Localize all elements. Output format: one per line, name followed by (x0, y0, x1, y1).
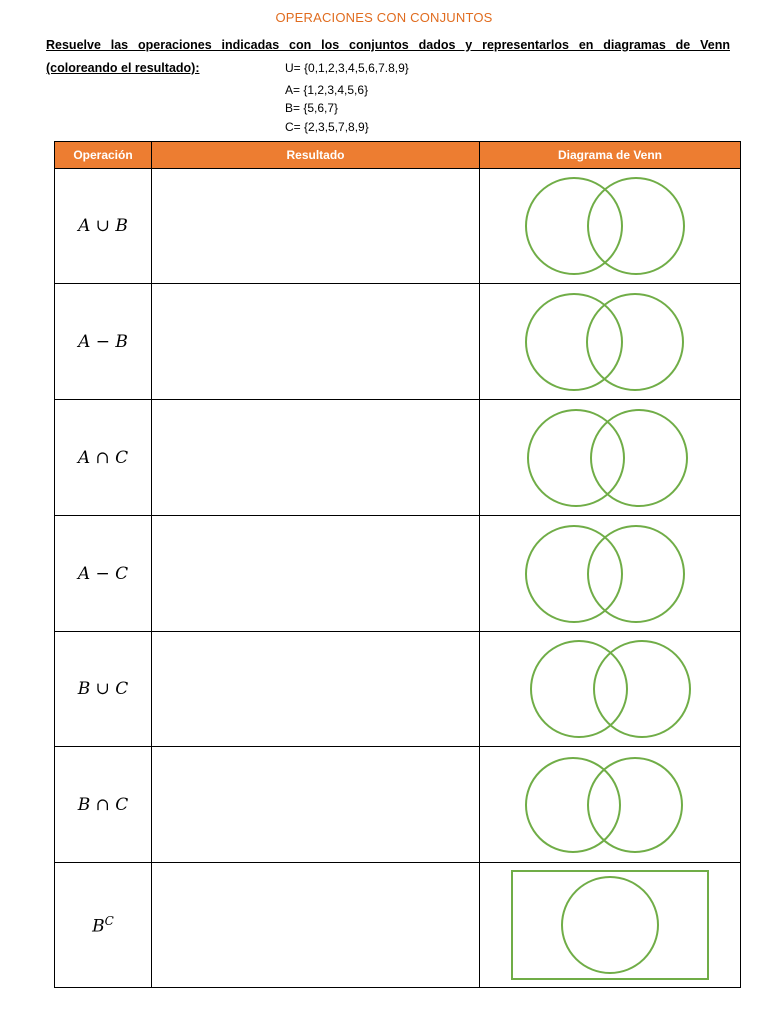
operation-label: A ∪ B (78, 216, 128, 236)
result-cell[interactable] (152, 169, 480, 284)
table-row (55, 516, 741, 632)
venn-complement-diagram (510, 869, 710, 981)
venn-diagram-cell[interactable] (480, 632, 741, 747)
set-c: C= {2,3,5,7,8,9} (285, 120, 369, 134)
page-title: OPERACIONES CON CONJUNTOS (275, 10, 493, 25)
set-b: B= {5,6,7} (285, 101, 339, 115)
venn-circle-left (528, 410, 624, 506)
table-row (55, 169, 741, 284)
result-cell[interactable] (152, 400, 480, 516)
venn-circle-left (526, 758, 620, 852)
venn-two-sets-diagram (525, 637, 695, 741)
operation-cell (55, 400, 152, 516)
result-cell[interactable] (152, 747, 480, 863)
venn-circle (562, 877, 658, 973)
operation-cell (55, 516, 152, 632)
table-row (55, 400, 741, 516)
instructions-line-2: (coloreando el resultado): (46, 61, 200, 75)
operation-label: A ∩ C (77, 447, 129, 468)
operation-cell (55, 747, 152, 863)
set-u: U= {0,1,2,3,4,5,6,7.8,9} (285, 61, 409, 75)
venn-diagram-cell[interactable] (480, 516, 741, 632)
result-cell[interactable] (152, 516, 480, 632)
result-cell[interactable] (152, 632, 480, 747)
operations-table (54, 141, 741, 988)
venn-diagram-cell[interactable] (480, 747, 741, 863)
header-operation: Operación (55, 142, 152, 169)
operation-cell (55, 284, 152, 400)
venn-circle-left (526, 178, 622, 274)
venn-circle-right (588, 758, 682, 852)
venn-two-sets-diagram (525, 406, 695, 510)
venn-circle-right (587, 294, 683, 390)
venn-circle-right (591, 410, 687, 506)
venn-circle-right (594, 641, 690, 737)
result-cell[interactable] (152, 284, 480, 400)
venn-circle-left (526, 294, 622, 390)
operation-label: A − B (78, 331, 128, 352)
table-row (55, 747, 741, 863)
venn-diagram-cell[interactable] (480, 169, 741, 284)
header-result: Resultado (152, 142, 480, 169)
operation-cell (55, 863, 152, 988)
venn-circle-left (526, 526, 622, 622)
table-row (55, 284, 741, 400)
operation-cell (55, 632, 152, 747)
venn-circle-left (531, 641, 627, 737)
venn-two-sets-diagram (525, 753, 695, 857)
venn-diagram-cell[interactable] (480, 863, 741, 988)
operation-label: B ∩ C (77, 794, 129, 815)
table-row (55, 632, 741, 747)
table-row (55, 863, 741, 988)
result-cell[interactable] (152, 863, 480, 988)
operation-label: A − C (77, 563, 129, 584)
venn-two-sets-diagram (525, 174, 695, 278)
operation-label: B (92, 916, 105, 937)
venn-two-sets-diagram (525, 290, 695, 394)
table-header-row (55, 142, 741, 169)
operation-label: B ∪ C (77, 679, 129, 699)
set-a: A= {1,2,3,4,5,6} (285, 83, 369, 97)
operation-superscript: C (104, 913, 114, 928)
venn-diagram-cell[interactable] (480, 400, 741, 516)
venn-circle-right (588, 526, 684, 622)
venn-diagram-cell[interactable] (480, 284, 741, 400)
operation-cell (55, 169, 152, 284)
venn-universe-rectangle (512, 871, 708, 979)
venn-two-sets-diagram (525, 522, 695, 626)
venn-circle-right (588, 178, 684, 274)
header-venn-diagram: Diagrama de Venn (480, 142, 741, 169)
instructions-line-1: Resuelve las operaciones indicadas con los conjuntos dados y representarlos en diagramas de Venn (46, 38, 730, 52)
